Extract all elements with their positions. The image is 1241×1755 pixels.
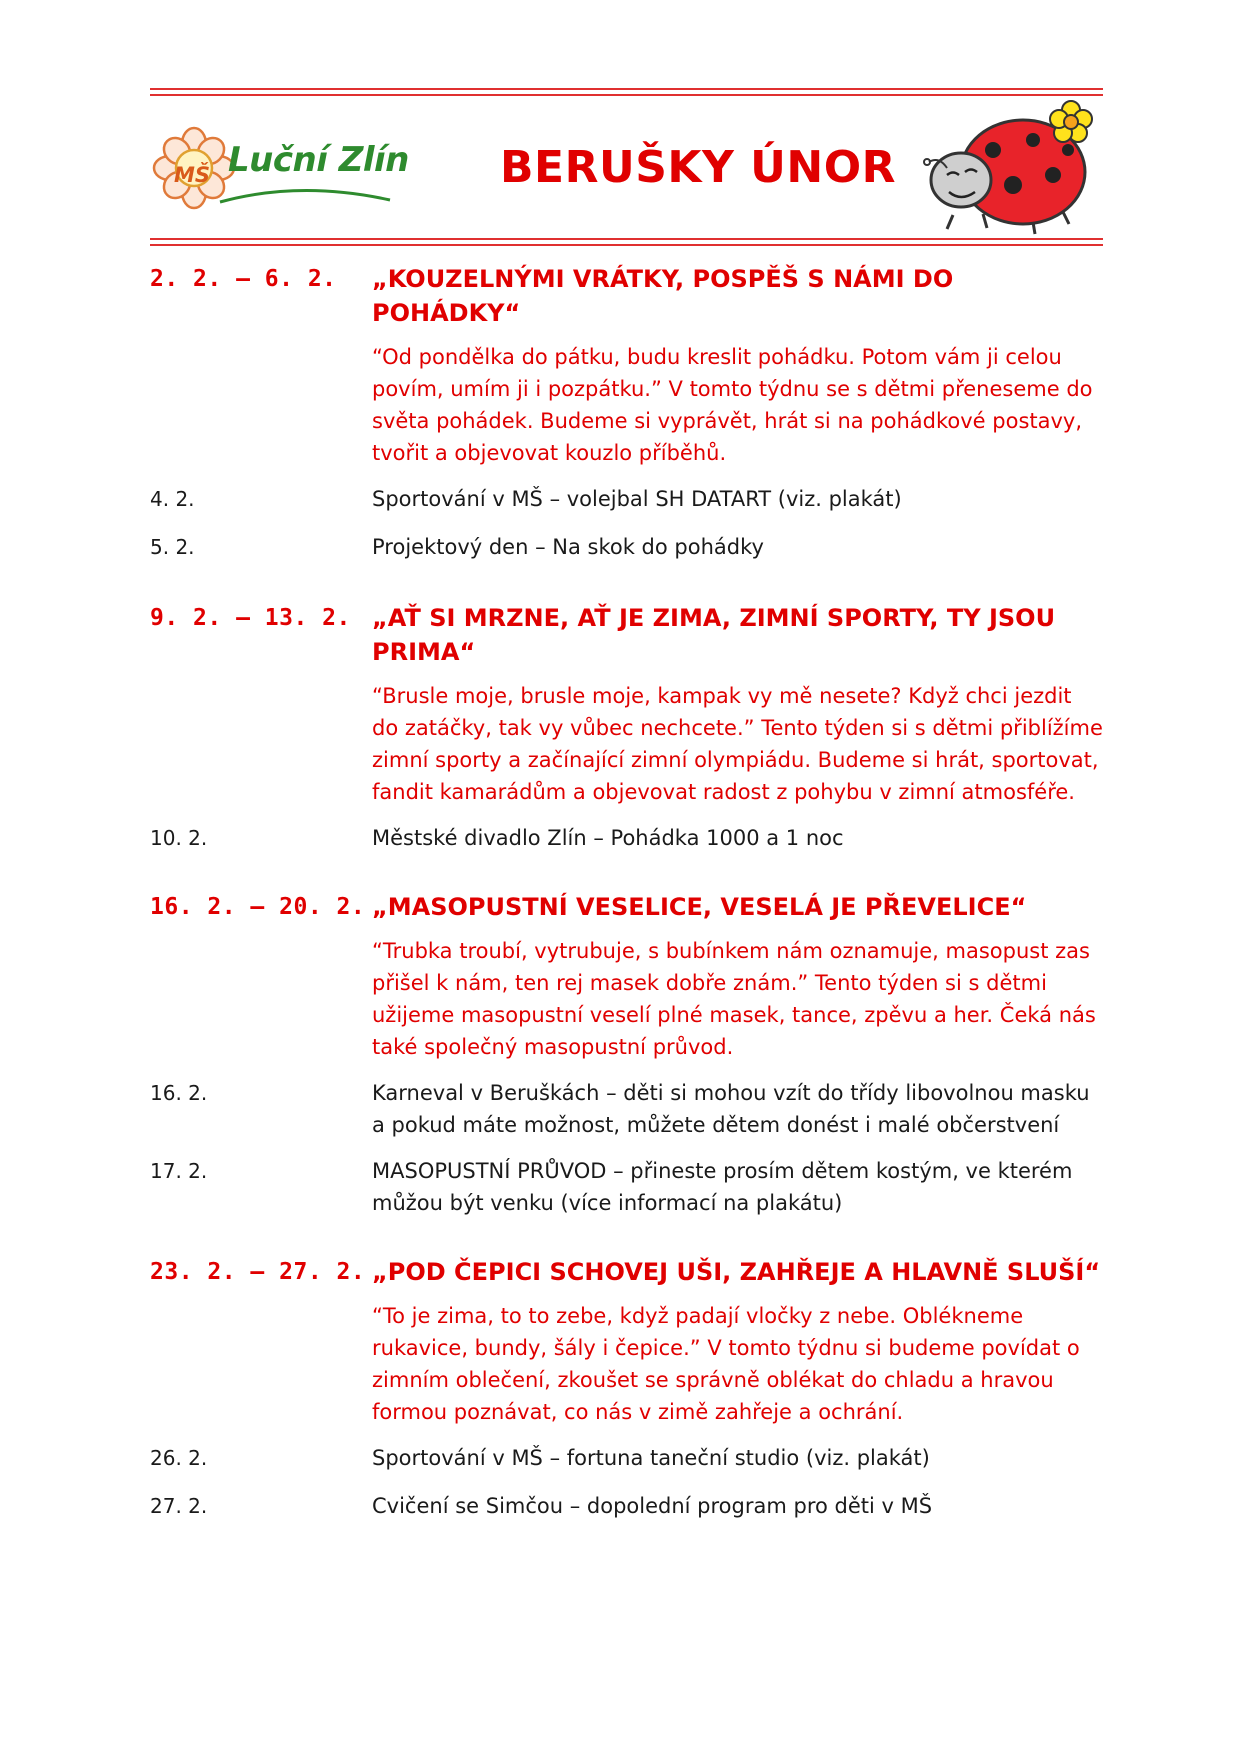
event-row: [150, 1155, 1103, 1219]
header-top-rule: [150, 88, 1103, 90]
event-date: 16. 2.: [150, 1081, 208, 1105]
event-row: [150, 1077, 1103, 1141]
page-title: BERUŠKY ÚNOR: [500, 142, 897, 193]
week-section: [150, 601, 1103, 854]
ladybug-icon: [913, 100, 1103, 240]
event-date: 10. 2.: [150, 826, 208, 850]
week-date: 2. 2. – 6. 2.: [150, 266, 337, 292]
week-header: [150, 601, 1103, 669]
week-description: “Brusle moje, brusle moje, kampak vy mě nesete? Když chci jezdit do zatáčky, tak vy vůbec nechcete.” Tento týden si s dětmi přiblížíme zimní sporty a začínající zimní olympiádu. Budeme si hrát, sportovat, fandit kamarádům a objevovat radost z pohybu v zimní atmosféře.: [372, 684, 1103, 804]
week-section: [150, 1255, 1103, 1522]
event-text: Městské divadlo Zlín – Pohádka 1000 a 1 noc: [372, 826, 844, 850]
logo-ms-text: MŠ: [174, 163, 211, 187]
event-date: 4. 2.: [150, 487, 195, 511]
week-title: „POD ČEPICI SCHOVEJ UŠI, ZAHŘEJE A HLAVNĚ SLUŠÍ“: [372, 1258, 1101, 1286]
event-date: 27. 2.: [150, 1494, 208, 1518]
week-section: [150, 890, 1103, 1219]
event-text: Karneval v Beruškách – děti si mohou vzít do třídy libovolnou masku a pokud máte možnost, můžete dětem donést i malé občerstvení: [372, 1081, 1090, 1137]
week-section: [150, 262, 1103, 563]
week-header: [150, 1255, 1103, 1289]
event-date: 5. 2.: [150, 535, 195, 559]
week-title: „AŤ SI MRZNE, AŤ JE ZIMA, ZIMNÍ SPORTY, TY JSOU PRIMA“: [372, 604, 1056, 666]
week-description: “Od pondělka do pátku, budu kreslit pohádku. Potom vám ji celou povím, umím ji i pozpátku.” V tomto týdnu se s dětmi přeneseme do světa pohádek. Budeme si vyprávět, hrát si na pohádkové postavy, tvořit a objevovat kouzlo příběhů.: [372, 345, 1093, 465]
week-date: 23. 2. – 27. 2.: [150, 1259, 366, 1285]
week-date: 9. 2. – 13. 2.: [150, 605, 351, 631]
event-row: [150, 1490, 1103, 1522]
event-text: MASOPUSTNÍ PRŮVOD – přineste prosím dětem kostým, ve kterém můžou být venku (více informací na plakátu): [372, 1159, 1073, 1215]
event-date: 17. 2.: [150, 1159, 208, 1183]
week-description: “Trubka troubí, vytrubuje, s bubínkem nám oznamuje, masopust zas přišel k nám, ten rej masek dobře znám.” Tento týden si s dětmi užijeme masopustní veselí plné masek, tance, zpěvu a her. Čeká nás také společný masopustní průvod.: [372, 939, 1096, 1059]
logo-text: Luční Zlín: [228, 140, 409, 180]
week-header: [150, 262, 1103, 330]
week-title: „MASOPUSTNÍ VESELICE, VESELÁ JE PŘEVELICE“: [372, 893, 1027, 921]
week-description: “To je zima, to to zebe, když padají vločky z nebe. Oblékneme rukavice, bundy, šály i čepice.” V tomto týdnu si budeme povídat o zimním oblečení, zkoušet se správně oblékat do chladu a hravou formou poznávat, co nás v zimě zahřeje a ochrání.: [372, 1304, 1080, 1424]
header-top-rule-2: [150, 94, 1103, 96]
event-date: 26. 2.: [150, 1446, 208, 1470]
page-header: [150, 100, 1103, 240]
school-logo: [150, 120, 410, 220]
event-text: Cvičení se Simčou – dopolední program pro děti v MŠ: [372, 1494, 933, 1518]
event-row: [150, 1442, 1103, 1474]
event-text: Projektový den – Na skok do pohádky: [372, 535, 764, 559]
week-list: [150, 262, 1103, 1522]
event-row: [150, 483, 1103, 515]
week-title: „KOUZELNÝMI VRÁTKY, POSPĚŠ S NÁMI DO POHÁDKY“: [372, 265, 954, 327]
event-row: [150, 531, 1103, 563]
event-text: Sportování v MŠ – volejbal SH DATART (viz. plakát): [372, 487, 902, 511]
week-date: 16. 2. – 20. 2.: [150, 894, 366, 920]
week-header: [150, 890, 1103, 924]
header-bottom-rule-2: [150, 244, 1103, 246]
event-row: [150, 822, 1103, 854]
event-text: Sportování v MŠ – fortuna taneční studio (viz. plakát): [372, 1446, 930, 1470]
